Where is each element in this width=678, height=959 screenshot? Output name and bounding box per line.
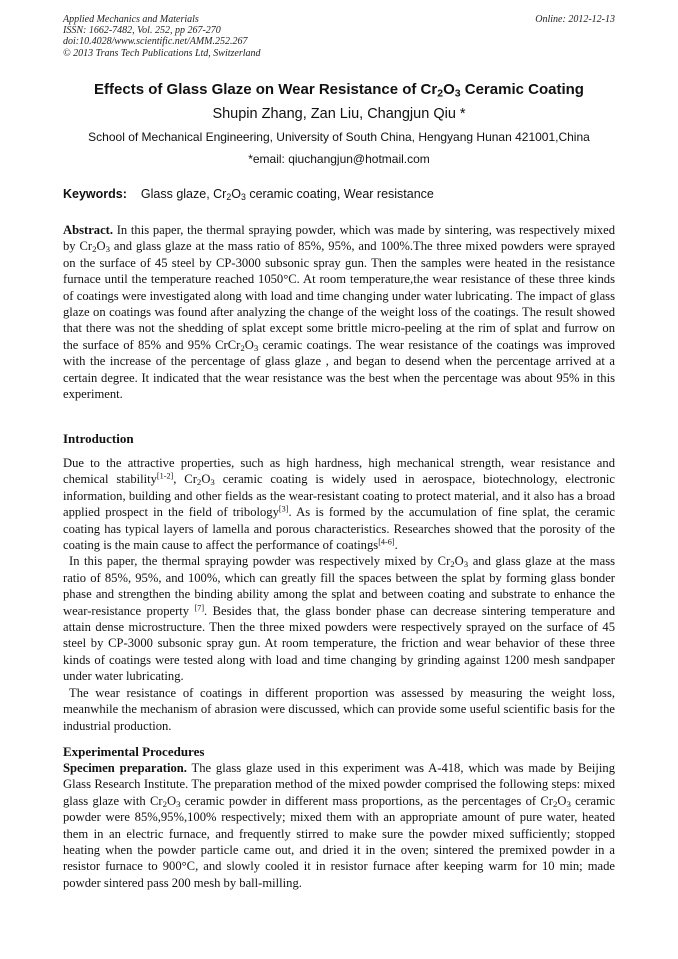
issn-line: ISSN: 1662-7482, Vol. 252, pp 267-270 — [63, 25, 221, 37]
affiliation: School of Mechanical Engineering, University of South China, Hengyang Hunan 421001,China — [88, 130, 590, 144]
introduction-heading: Introduction — [63, 431, 134, 446]
authors: Shupin Zhang, Zan Liu, Changjun Qiu * — [212, 106, 466, 122]
keywords-label: Keywords: — [63, 187, 127, 201]
keywords: Keywords: Glass glaze, $Cr_2O_3$ ceramic coating, Wear resistance — [63, 187, 434, 203]
experimental-heading: Experimental Procedures — [63, 744, 205, 759]
copyright-line: © 2013 Trans Tech Publications Ltd, Switzerland — [63, 47, 261, 59]
abstract: Abstract. In this paper, the thermal spraying powder, which was made by sintering, was respectively mixed by $Cr_2O_3$ and glass glaze at the mass ratio of 85%, 95%, and 100%.The three mixed powders were sprayed on the surface of 45 steel by CP-3000 subsonic spray gun. Then the samples were heated in the resistance furnace until the temperature reached 1050°C. At room temperature,the wear resistance of these three kinds of coatings were investigated along with load and time changing under water lubricating. The impact of glass glaze on coatings was found after analyzing the change of the weight loss of the coatings. The result showed that there was not the shedding of splat except some brittle micro-peeling at the rim of splat and furrow on the surface of 85% and 95% $CrCr_2O_3$ ceramic coatings. The wear resistance of the coatings was improved with the increase of the percentage of glass glaze , and began to desend when the percentage arrived at a certain degree. It indicated that the wear resistance was the best when the percentage was about 95% in this experiment. — [63, 223, 615, 402]
journal-name: Applied Mechanics and Materials — [63, 14, 199, 25]
doi-line: doi:10.4028/www.scientific.net/AMM.252.267 — [63, 36, 248, 48]
paper-title: Effects of Glass Glaze on Wear Resistance of $Cr_2O_3$ Ceramic Coating — [94, 81, 584, 100]
journal-header — [63, 14, 615, 59]
experimental-body: Specimen preparation. The glass glaze used in this experiment was A-418, which was made by Beijing Glass Research Institute. The preparation method of the mixed powder comprised the following steps: mixed glass glaze with $Cr_2O_3$ ceramic powder in different mass proportions, as the percentages of $Cr_2O_3$ ceramic powder were 85%,95%,100% respectively; mixed them with an appropriate amount of pure water, heated them in an electric furnace, and frequently stirred to make sure the powder mixed sufficiently; stopped heating when the powder particle came out, and dried it in the oven; sintered the premixed powder in a resistor furnace to 900°C, and slowly cooled it in resistor furnace after keeping warm for 10 min; made powder sintered pass 200 mesh by ball-milling. — [63, 761, 616, 890]
intro-paragraph-3: The wear resistance of coatings in different proportion was assessed by measuring the weight loss, meanwhile the mechanism of abrasion were discussed, which can provide some useful scientific basis for the industrial production. — [63, 685, 615, 733]
email: *email: qiuchangjun@hotmail.com — [248, 152, 430, 166]
abstract-label: Abstract. — [63, 223, 114, 237]
intro-paragraph-1: Due to the attractive properties, such as high hardness, high mechanical strength, wear resistance and chemical stability[1-2], $Cr_2O_3$ ceramic coating is widely used in aerospace, biotechnology, electronic information, building and other fields as the wear-resistant coating to protect material, and it also has a broad applied prospect in the field of tribology[3]. As is formed by the accumulation of fine splat, the ceramic coating has typical layers of lamella and porous characteristics. Researches showed that the porosity of the coating is the main cause to affect the performance of coatings[4-6]. — [63, 456, 615, 553]
introduction-body — [63, 455, 615, 734]
specimen-label: Specimen preparation. — [63, 761, 187, 775]
online-date: Online: 2012-12-13 — [535, 14, 615, 25]
intro-paragraph-2: In this paper, the thermal spraying powder was respectively mixed by $Cr_2O_3$ and glass glaze at the mass ratio of 85%, 95%, and 100%, which can greatly fill the spaces between the splat by forming glass bonder phase and strengthen the binding ability among the splat and between coating and substrate to enhance the wear-resistance property [7]. Besides that, the glass bonder phase can decrease sintering temperature and attain dense microstructure. Then the three mixed powders were respectively sprayed on the surface of 45 steel by CP-3000 subsonic spray gun. At room temperature, the friction and wear behavior of these three kinds of coatings were tested along with load and time changing by grinding against 1200 mesh sandpaper under water lubricating. — [63, 554, 616, 684]
